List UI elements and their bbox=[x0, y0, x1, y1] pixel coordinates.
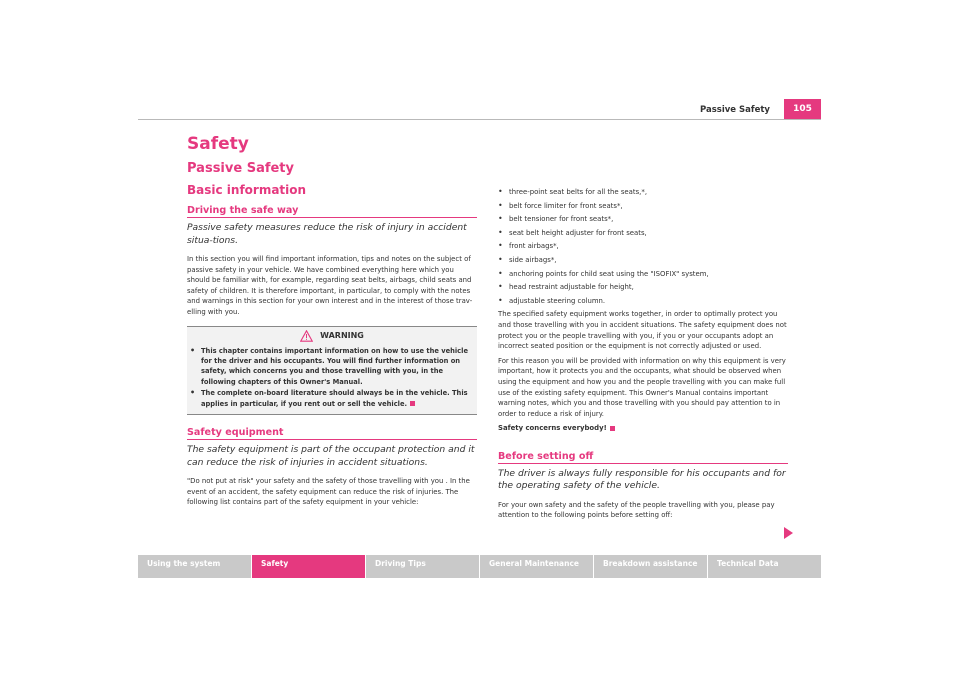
bullet-icon: • bbox=[498, 295, 503, 305]
bullet-icon: • bbox=[190, 388, 196, 398]
body-driving-safe-way: In this section you will find important information, tips and notes on the subject of passive safety in your vehicle. We have combined everything here which you should be familiar with, for example, regarding seat belts, airbags, child seats and safety of children. It is therefore important, in particular, to comply with the notes and warnings in this section for your own interest and in the interest of those trav-elling with you. bbox=[187, 255, 473, 316]
body-before-setting-off: For your own safety and the safety of the people travelling with you, please pay attention to the following points before setting off: bbox=[498, 500, 775, 520]
list-item: • anchoring points for child seat using the "ISOFIX" system, bbox=[498, 268, 709, 278]
chapter-nav-bar bbox=[138, 555, 821, 578]
bullet-icon: • bbox=[498, 214, 503, 224]
section-end-icon bbox=[610, 426, 615, 431]
tab-breakdown-assistance[interactable]: Breakdown assistance bbox=[594, 555, 708, 578]
list-item: • seat belt height adjuster for front seats, bbox=[498, 227, 647, 237]
warning-header bbox=[190, 330, 474, 342]
right-column bbox=[498, 187, 788, 525]
tab-driving-tips[interactable]: Driving Tips bbox=[366, 555, 480, 578]
tab-general-maintenance[interactable]: General Maintenance bbox=[480, 555, 594, 578]
warning-item: • This chapter contains important information on how to use the vehicle for the driver and his occupants. You will find further information on safety, which concerns you and those travelling with you, in the following chapters of this Owner's Manual. bbox=[190, 345, 468, 386]
paragraph-safety-concerns: Safety concerns everybody! bbox=[498, 423, 788, 434]
paragraph-information: For this reason you will be provided with information on why this equipment is very important, how it protects you and the occupants, what should be observed when using the equipment and how you and the people travelling with you can make full use of the existing safety equipment. This Owner's Manual contains important warning notes, which you and those travelling with you should pay attention to in order to reduce a risk of injury. bbox=[498, 356, 786, 418]
bullet-icon: • bbox=[498, 200, 503, 210]
list-item: • belt force limiter for front seats*, bbox=[498, 200, 623, 210]
left-column bbox=[187, 132, 477, 512]
heading-before-setting-off: Before setting off bbox=[498, 451, 788, 464]
tab-technical-data[interactable]: Technical Data bbox=[708, 555, 821, 578]
bullet-icon: • bbox=[498, 227, 503, 237]
warning-triangle-icon bbox=[300, 330, 313, 342]
subsection-title: Basic information bbox=[187, 183, 307, 197]
header-divider bbox=[138, 119, 821, 120]
heading-driving-safe-way: Driving the safe way bbox=[187, 205, 477, 218]
running-header-title: Passive Safety bbox=[700, 105, 770, 115]
bullet-icon: • bbox=[498, 187, 503, 196]
list-item: • side airbags*, bbox=[498, 254, 557, 264]
bullet-icon: • bbox=[498, 241, 503, 251]
warning-title: WARNING bbox=[320, 331, 364, 341]
tab-using-the-system[interactable]: Using the system bbox=[138, 555, 252, 578]
bullet-icon: • bbox=[498, 254, 503, 264]
warning-box bbox=[187, 326, 477, 415]
intro-driving-safe-way: Passive safety measures reduce the risk of injury in accident situa-tions. bbox=[187, 222, 467, 246]
list-item: • front airbags*, bbox=[498, 241, 559, 251]
list-item: • three-point seat belts for all the seats,*, bbox=[498, 187, 648, 196]
intro-before-setting-off: The driver is always fully responsible for his occupants and for the operating safety of the vehicle. bbox=[498, 467, 786, 492]
bullet-icon: • bbox=[190, 345, 196, 355]
section-end-icon bbox=[410, 401, 415, 406]
tab-safety[interactable]: Safety bbox=[252, 555, 366, 578]
bullet-icon: • bbox=[498, 282, 503, 292]
intro-safety-equipment: The safety equipment is part of the occupant protection and it can reduce the risk of injuries in accident situations. bbox=[187, 444, 475, 468]
chapter-title: Safety bbox=[187, 134, 249, 154]
equipment-list bbox=[498, 187, 788, 306]
page-number: 105 bbox=[784, 99, 821, 119]
list-item: • adjustable steering column. bbox=[498, 295, 606, 305]
body-safety-equipment: "Do not put at risk" your safety and the safety of those travelling with you . In the event of an accident, the safety equipment can reduce the risk of injuries. The following list contains part of the safety equipment in your vehicle: bbox=[187, 477, 470, 507]
paragraph-equipment-works: The specified safety equipment works together, in order to optimally protect you and those travelling with you in accident situations. The safety equipment does not protect you or the people travelling with you, if you or your occupants adopt an incorrect seated position or the equipment is not correctly adjusted or used. bbox=[498, 310, 787, 351]
list-item: • head restraint adjustable for height, bbox=[498, 282, 634, 292]
bullet-icon: • bbox=[498, 268, 503, 278]
next-page-arrow-icon[interactable] bbox=[784, 527, 793, 539]
warning-item: • The complete on-board literature should always be in the vehicle. This applies in particular, if you rent out or sell the vehicle. bbox=[190, 388, 468, 408]
heading-safety-equipment: Safety equipment bbox=[187, 427, 477, 440]
list-item: • belt tensioner for front seats*, bbox=[498, 214, 614, 224]
section-title: Passive Safety bbox=[187, 161, 294, 176]
